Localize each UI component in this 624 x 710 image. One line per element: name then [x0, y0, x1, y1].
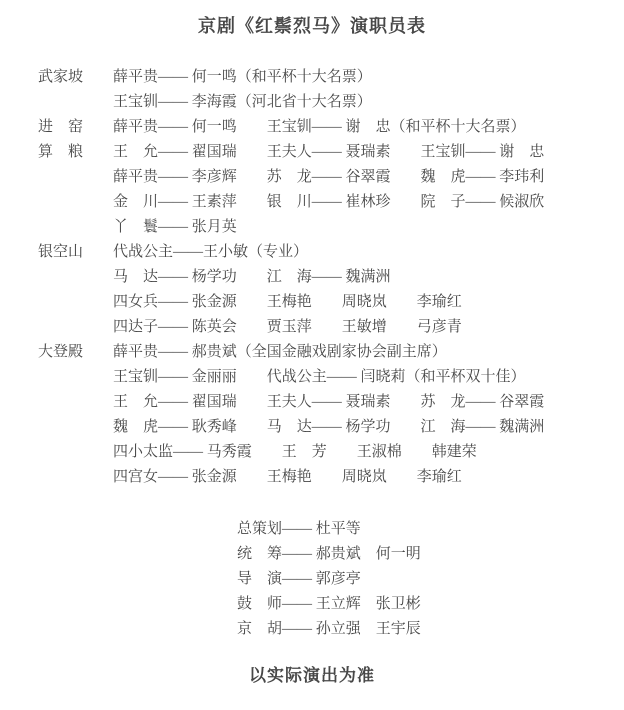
scene-label-spacer — [38, 190, 113, 215]
cast-row — [38, 465, 618, 490]
scene-label-spacer — [38, 90, 113, 115]
scene-label-jinyao: 进 窑 — [38, 119, 84, 135]
scene-label-wujiapo: 武家坡 — [38, 69, 84, 85]
cast-row — [38, 365, 618, 390]
cast-line: 薛平贵—— 李彦辉 苏 龙—— 谷翠霞 魏 虎—— 李玮利 — [113, 169, 545, 185]
cast-row — [38, 90, 618, 115]
cast-list — [38, 65, 618, 642]
footer-note: 以实际演出为准 — [249, 666, 375, 685]
scene-label-spacer — [38, 465, 113, 490]
scene-label-spacer — [38, 215, 113, 240]
cast-row — [38, 315, 618, 340]
scene-label-spacer — [38, 290, 113, 315]
cast-line: 四宫女—— 张金源 王梅艳 周晓岚 李瑜红 — [113, 469, 462, 485]
cast-row — [38, 415, 618, 440]
cast-row — [38, 65, 618, 90]
crew-line: 鼓 师—— 王立辉 张卫彬 — [237, 596, 421, 612]
cast-row — [38, 265, 618, 290]
scene-label-spacer — [38, 415, 113, 440]
cast-line: 王宝钏—— 金丽丽 代战公主—— 闫晓莉（和平杯双十佳） — [113, 369, 526, 385]
cast-line: 四女兵—— 张金源 王梅艳 周晓岚 李瑜红 — [113, 294, 462, 310]
cast-line: 四达子—— 陈英会 贾玉萍 王敏增 弓彦青 — [113, 319, 462, 335]
cast-row — [38, 140, 618, 165]
scene-label-spacer — [38, 165, 113, 190]
crew-line: 导 演—— 郭彦亭 — [237, 571, 361, 587]
cast-row — [38, 165, 618, 190]
crew-line: 总策划—— 杜平等 — [237, 521, 361, 537]
cast-row — [38, 290, 618, 315]
cast-row — [38, 340, 618, 365]
scene-label-spacer — [38, 265, 113, 290]
crew-line: 京 胡—— 孙立强 王宇辰 — [237, 621, 421, 637]
scene-label-spacer — [38, 315, 113, 340]
cast-line: 魏 虎—— 耿秀峰 马 达—— 杨学功 江 海—— 魏满洲 — [113, 419, 545, 435]
cast-line: 王 允—— 翟国瑞 王夫人—— 聂瑞素 王宝钏—— 谢 忠 — [113, 144, 545, 160]
cast-row — [38, 215, 618, 240]
cast-line: 薛平贵—— 何一鸣（和平杯十大名票） — [113, 69, 372, 85]
scene-label-suanliang: 算 粮 — [38, 144, 84, 160]
cast-row — [38, 115, 618, 140]
crew-list — [237, 517, 618, 642]
scene-label-spacer — [38, 365, 113, 390]
scene-label-spacer — [38, 440, 113, 465]
cast-line: 马 达—— 杨学功 江 海—— 魏满洲 — [113, 269, 391, 285]
scene-label-yinkongshan: 银空山 — [38, 244, 84, 260]
cast-line: 四小太监—— 马秀霞 王 芳 王淑棉 韩建荣 — [113, 444, 477, 460]
cast-line: 王宝钏—— 李海霞（河北省十大名票） — [113, 94, 372, 110]
cast-line: 王 允—— 翟国瑞 王夫人—— 聂瑞素 苏 龙—— 谷翠霞 — [113, 394, 545, 410]
cast-line: 薛平贵—— 郝贵斌（全国金融戏剧家协会副主席） — [113, 344, 447, 360]
cast-row — [38, 440, 618, 465]
cast-row — [38, 240, 618, 265]
scene-label-dadengdian: 大登殿 — [38, 344, 84, 360]
cast-row — [38, 390, 618, 415]
cast-line: 薛平贵—— 何一鸣 王宝钏—— 谢 忠（和平杯十大名票） — [113, 119, 526, 135]
page-title: 京剧《红鬃烈马》演职员表 — [198, 16, 426, 36]
cast-line: 金 川—— 王素萍 银 川—— 崔林珍 院 子—— 候淑欣 — [113, 194, 545, 210]
scene-label-spacer — [38, 390, 113, 415]
cast-line: 丫 鬟—— 张月英 — [113, 219, 237, 235]
cast-line: 代战公主——王小敏（专业） — [113, 244, 309, 260]
crew-line: 统 筹—— 郝贵斌 何一明 — [237, 546, 421, 562]
cast-row — [38, 190, 618, 215]
